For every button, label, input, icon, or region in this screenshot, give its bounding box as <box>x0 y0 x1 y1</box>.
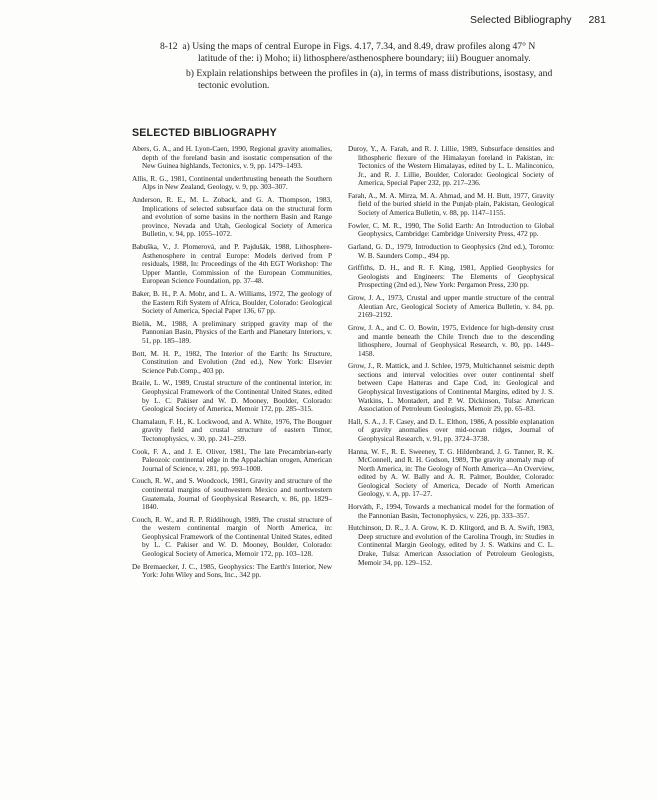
reference-entry: Grow, J. A., and C. O. Bowin, 1975, Evidence for high-density crust and mantle beneath the Chile Trench due to the descending lithosphere, Journal of Geophysical Research, v. 80, pp. 1449–1458. <box>348 323 554 358</box>
running-head-title: Selected Bibliography <box>469 14 572 26</box>
bibliography-right-column <box>348 145 554 571</box>
exercise-number: 8-12 <box>160 41 178 52</box>
reference-entry: Duroy, Y., A. Farah, and R. J. Lillie, 1989, Subsurface densities and lithospheric flexure of the Himalayan foreland in Pakistan, in: Tectonics of the Western Himalayas, edited by L. L. Malinconico, Jr., and R. J. Lillie, Boulder, Colorado: Geological Society of America, Special Paper 232, pp. 217–236. <box>348 145 554 188</box>
exercise-part-b: b) Explain relationships between the profiles in (a), in terms of mass distributions, isostasy, and tectonic evolution. <box>186 68 553 91</box>
reference-entry: Babuška, V., J. Plomerová, and P. Pajdušák, 1988, Lithosphere-Asthenosphere in central Europe: Models derived from P residuals, 1988, In: Proceedings of the 4th EGT Workshop: The Upper Mantle, Commission of the European Communities, European Science Foundation, pp. 37–48. <box>132 243 332 286</box>
reference-entry: Couch, R. W., and S. Woodcock, 1981, Gravity and structure of the continental margins of southwestern Mexico and northwestern Guatemala, Journal of Geophysical Research, v. 86, pp. 1829–1840. <box>132 477 332 512</box>
reference-entry: Farah, A., M. A. Mirza, M. A. Ahmad, and M. H. Butt, 1977, Gravity field of the buried shield in the Punjab plain, Pakistan, Geological Society of America Bulletin, v. 88, pp. 1147–1155. <box>348 191 554 218</box>
reference-entry: Horváth, F., 1994, Towards a mechanical model for the formation of the Pannonian Basin, Tectonophysics, v. 226, pp. 333–357. <box>348 503 554 520</box>
reference-entry: Hutchinson, D. R., J. A. Grow, K. D. Klitgord, and B. A. Swift, 1983, Deep structure and evolution of the Carolina Trough, in: Studies in Continental Margin Geology, edited by J. S. Watkins and C. L. Drake, Tulsa: American Association of Petroleum Geologists, Memoir 34, pp. 129–152. <box>348 524 554 567</box>
section-heading: SELECTED BIBLIOGRAPHY <box>132 127 277 139</box>
reference-entry: Hanna, W. F., R. E. Sweeney, T. G. Hildenbrand, J. G. Tanner, R. K. McConnell, and R. H. Godson, 1989, The gravity anomaly map of North America, in: The Geology of North America—An Overview, edited by A. W. Bally and A. R. Palmer, Boulder, Colorado: Geological Society of America, Decade of North American Geology, v. A, pp. 17–27. <box>348 447 554 499</box>
reference-entry: Cook, F. A., and J. E. Oliver, 1981, The late Precambrian-early Paleozoic continental edge in the Appalachian orogen, American Journal of Science, v. 281, pp. 993–1008. <box>132 447 332 473</box>
reference-entry: Garland, G. D., 1979, Introduction to Geophysics (2nd ed.), Toronto: W. B. Saunders Comp., 494 pp. <box>348 243 554 260</box>
reference-entry: Anderson, R. E., M. L. Zoback, and G. A. Thompson, 1983, Implications of selected subsurface data on the structural form and evolution of some basins in the northern Basin and Range province, Nevada and Utah, Geological Society of America Bulletin, v. 94, pp. 1055–1072. <box>132 196 332 239</box>
reference-entry: Hall, S. A., J. F. Casey, and D. L. Elthon, 1986, A possible explanation of gravity anomalies over mid-ocean ridges, Journal of Geophysical Research, v. 91, pp. 3724–3738. <box>348 417 554 443</box>
reference-entry: De Bremaecker, J. C., 1985, Geophysics: The Earth's Interior, New York: John Wiley and Sons, Inc., 342 pp. <box>132 562 332 580</box>
reference-entry: Allis, R. G., 1981, Continental underthrusting beneath the Southern Alps in New Zealand, Geology, v. 9, pp. 303–307. <box>132 174 332 192</box>
reference-entry: Chamalaun, F. H., K. Lockwood, and A. White, 1976, The Bouguer gravity field and crustal structure of eastern Timor, Tectonophysics, v. 30, pp. 241–259. <box>132 417 332 443</box>
reference-entry: Couch, R. W., and R. P. Riddihough, 1989, The crustal structure of the western continental margin of North America, in: Geophysical Framework of the Continental United States, edited by L. C. Pakiser and W. D. Mooney, Boulder, Colorado: Geological Society of America, Memoir 172, pp. 103–128. <box>132 515 332 559</box>
running-head <box>470 14 606 26</box>
bibliography-left-column <box>132 145 332 584</box>
reference-entry: Abers, G. A., and H. Lyon-Caen, 1990, Regional gravity anomalies, depth of the foreland basin and isostatic compensation of the New Guinea highlands, Tectonics, v. 9, pp. 1479–1493. <box>132 145 332 171</box>
reference-entry: Griffiths, D. H., and R. F. King, 1981, Applied Geophysics for Geologists and Engineers: The Elements of Geophysical Prospecting (2nd ed.), New York: Pergamon Press, 230 pp. <box>348 264 554 290</box>
reference-entry: Grow, J. A., 1973, Crustal and upper mantle structure of the central Aleutian Arc, Geological Society of America Bulletin, v. 84, pp. 2169–2192. <box>348 294 554 320</box>
exercise-part-a: 8-12 a) Using the maps of central Europe in Figs. 4.17, 7.34, and 8.49, draw profiles along 47° N latitude of the: i) Moho; ii) lithosphere/asthenosphere boundary; iii) Bouguer anomaly. <box>160 41 536 64</box>
reference-entry: Fowler, C. M. R., 1990, The Solid Earth: An Introduction to Global Geophysics, Cambridge: Cambridge University Press, 472 pp. <box>348 221 554 239</box>
reference-entry: Baker, B. H., P. A. Mohr, and L. A. Williams, 1972, The geology of the Eastern Rift System of Africa, Boulder, Colorado: Geological Society of America, Special Paper 136, 67 pp. <box>132 289 332 316</box>
reference-entry: Grow, J., R. Mattick, and J. Schlee, 1979, Multichannel seismic depth sections and interval velocities over outer continental shelf between Cape Hatteras and Cape Cod, in: Geological and Geophysical Investigations of Continental Margins, edited by J. S. Watkins, L. Montadert, and P. W. Dickinson, Tulsa: American Association of Petroleum Geologists, Memoir 29, pp. 65–83. <box>348 362 554 414</box>
reference-entry: Bott, M. H. P., 1982, The Interior of the Earth: Its Structure, Constitution and Evolution (2nd ed.), New York: Elsevier Science Pub.Comp., 403 pp. <box>132 349 332 375</box>
exercise-block <box>160 41 560 95</box>
reference-entry: Bielik, M., 1988, A preliminary stripped gravity map of the Pannonian Basin, Physics of the Earth and Planetary Interiors, v. 51, pp. 185–189. <box>132 319 332 345</box>
page-number: 281 <box>588 14 606 26</box>
reference-entry: Braile, L. W., 1989, Crustal structure of the continental interior, in: Geophysical Framework of the Continental United States, edited by L. C. Pakiser and W. D. Mooney, Boulder, Colorado: Geological Society of America, Memoir 172, pp. 285–315. <box>132 379 332 414</box>
